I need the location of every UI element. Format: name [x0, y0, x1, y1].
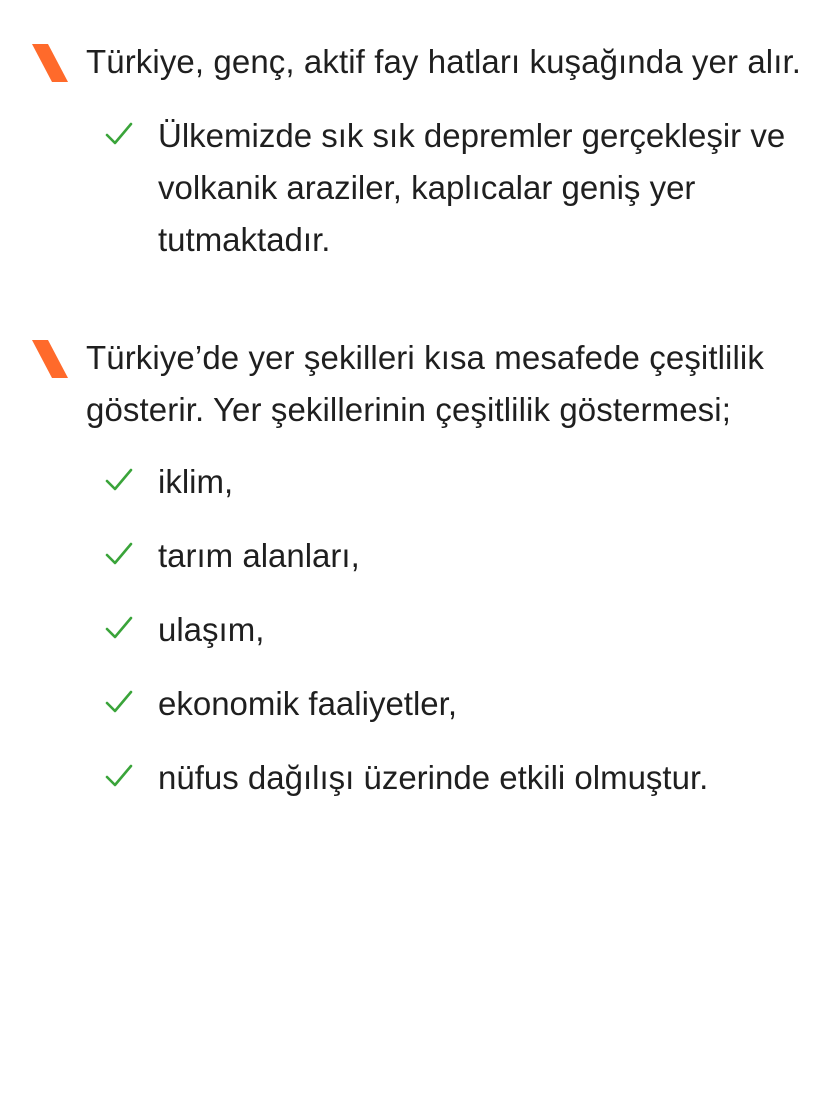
list-item	[0, 678, 838, 730]
check-icon	[104, 688, 134, 716]
list-item	[0, 752, 838, 804]
check-icon	[104, 540, 134, 568]
bullet-block-2	[0, 332, 838, 826]
orange-slash-marker-icon	[30, 44, 70, 82]
check-item-text: tarım alanları,	[158, 537, 360, 574]
check-item-text: ulaşım,	[158, 611, 265, 648]
bullet-block-1	[0, 36, 838, 266]
check-item-text: ekonomik faaliyetler,	[158, 685, 457, 722]
bullet-text: Türkiye’de yer şekilleri kısa mesafede çeşitlilik gösterir. Yer şekillerinin çeşitlilik göstermesi;	[86, 339, 764, 428]
bullet-main-row	[0, 36, 838, 88]
list-item	[0, 530, 838, 582]
check-list	[0, 456, 838, 804]
list-item	[0, 456, 838, 508]
bullet-text: Türkiye, genç, aktif fay hatları kuşağında yer alır.	[86, 43, 802, 80]
check-icon	[104, 762, 134, 790]
check-icon	[104, 120, 134, 148]
list-item	[0, 110, 838, 266]
check-icon	[104, 466, 134, 494]
orange-slash-marker-icon	[30, 340, 70, 378]
check-item-text: nüfus dağılışı üzerinde etkili olmuştur.	[158, 759, 709, 796]
bullet-main-row	[0, 332, 838, 436]
check-icon	[104, 614, 134, 642]
check-item-text: Ülkemizde sık sık depremler gerçekleşir ve volkanik araziler, kaplıcalar geniş yer tutmaktadır.	[158, 117, 786, 258]
list-item	[0, 604, 838, 656]
check-list	[0, 110, 838, 266]
check-item-text: iklim,	[158, 463, 234, 500]
